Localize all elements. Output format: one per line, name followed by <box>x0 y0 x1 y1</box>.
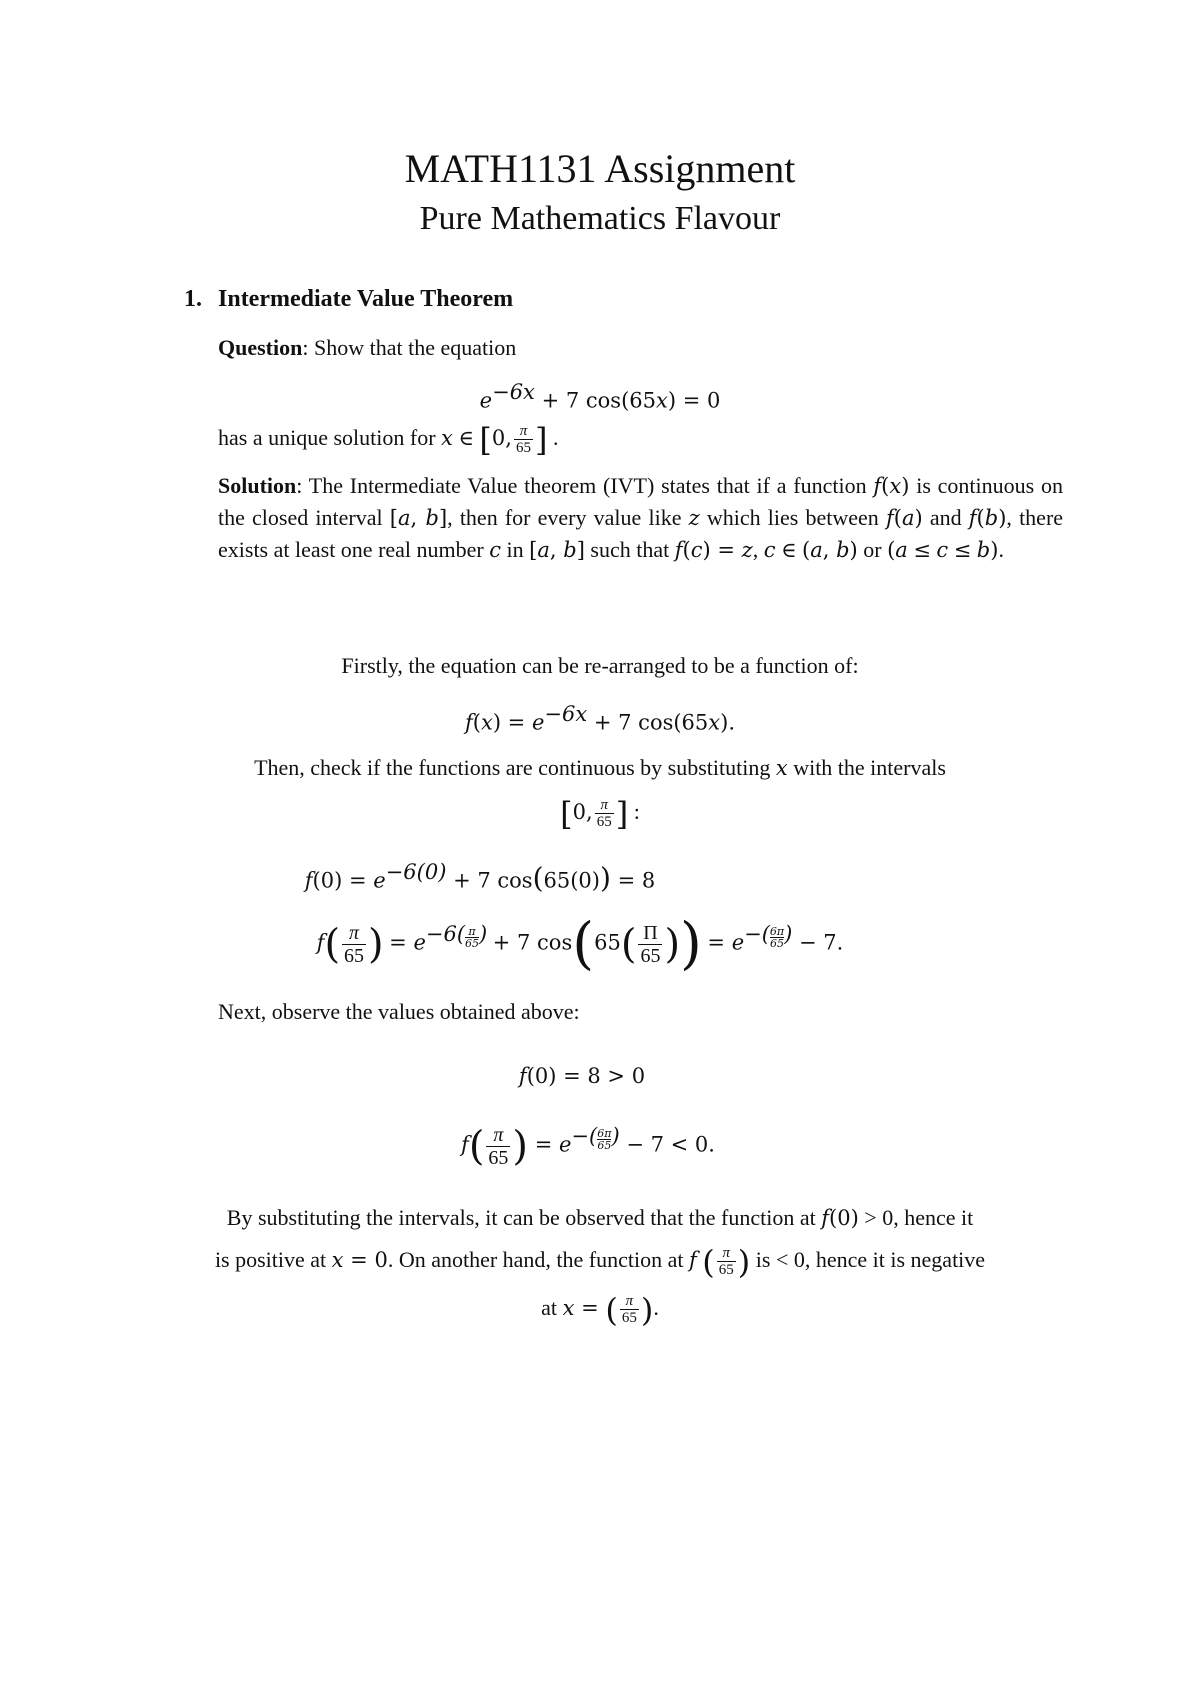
step3-text: Next, observe the values obtained above: <box>218 999 580 1024</box>
fraction-pi-65: $\frac{\pi}{65}$ <box>515 423 531 457</box>
conclusion-line1: By substituting the intervals, it can be observed that the function at f(0) > 0, hence it <box>226 1205 974 1230</box>
page-title: MATH1131 Assignment <box>404 146 796 191</box>
question-domain: has a unique solution for x ∈ [0, $\frac{\pi}{65}$ ] . <box>218 420 559 459</box>
question-label: Question <box>218 335 303 360</box>
solution-paragraph: Solution: The Intermediate Value theorem (IVT) states that if a function f(x) is continuous on the closed interval [a, b], then for every value like z which lies between f(a) and f(b), there exists at least one real number c in [a, b] such that f(c) = z, c ∈ (a, b) or (a ≤ c ≤ b). <box>218 473 1064 562</box>
step2-eq1: $f(0) = e^{-6(0)} + 7$ cos(65(0)) = 8 <box>304 860 656 895</box>
step3-eq2: f( $\frac{\pi}{65}$ ) = $e^{-( \frac{6\pi}{65} )} - 7 < 0$. <box>461 1123 715 1170</box>
step2-text: Then, check if the functions are continuous by substituting x with the intervals <box>254 755 946 780</box>
section-number: 1. <box>184 286 202 312</box>
question-intro <box>218 332 1063 364</box>
question-equation: $e^{-6x} + 7$ cos(65x) = 0 <box>479 380 721 413</box>
conclusion-line2: is positive at x = 0. On another hand, the function at f ( $\frac{\pi}{65}$ ) is < 0, hence it is negative <box>214 1242 986 1281</box>
question-intro-text: : Show that the equation <box>302 335 517 360</box>
step2-eq2: f( $\frac{\pi}{65}$ ) = $e^{-6( \frac{\pi}{65} )} + 7$ cos(65( $\frac{\Pi}{65}$ )) = $e^{-( \frac{6\pi}{65} )} - 7$. <box>316 911 844 977</box>
page-subtitle: Pure Mathematics Flavour <box>419 200 781 237</box>
step1-equation: $f(x) = e^{-6x} + 7$ cos(65x). <box>464 702 735 735</box>
section-title: Intermediate Value Theorem <box>218 286 514 312</box>
section-heading <box>184 286 513 313</box>
step3-eq1: f(0) = 8 > 0 <box>518 1064 646 1088</box>
step2-interval: [0, $\frac{\pi}{65}$ ] : <box>560 794 640 833</box>
conclusion-line3: at x = ( $\frac{\pi}{65}$ ). <box>541 1290 659 1329</box>
step1-text: Firstly, the equation can be re-arranged to be a function of: <box>341 653 859 678</box>
solution-label: Solution <box>218 473 297 498</box>
